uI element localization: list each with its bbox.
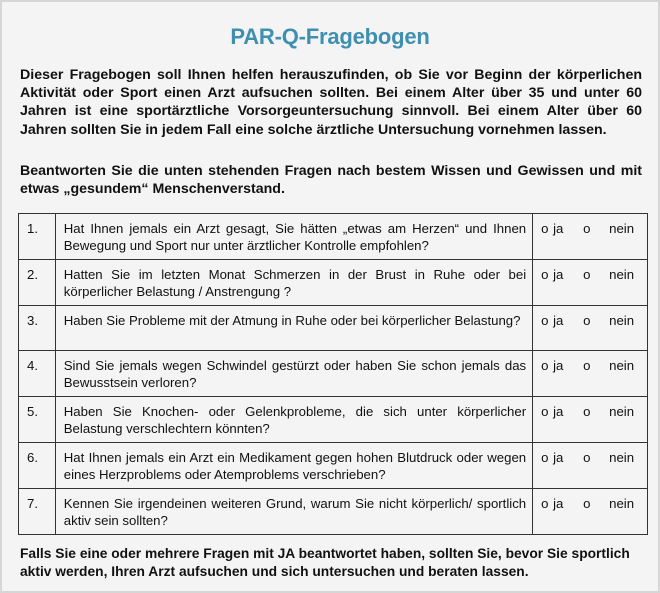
question-number: 2. [19,260,56,306]
question-row [19,443,648,489]
answer-cell [533,443,648,489]
no-option[interactable] [583,450,634,467]
yes-label: ja [553,267,564,282]
yes-radio-icon[interactable]: o [541,313,549,328]
no-label: nein [609,313,635,328]
no-option[interactable] [583,313,634,330]
no-radio-icon[interactable]: o [583,404,591,419]
yes-label: ja [553,404,564,419]
no-label: nein [609,358,635,373]
no-radio-icon[interactable]: o [583,267,591,282]
question-text: Hat Ihnen jemals ein Arzt gesagt, Sie hätten „etwas am Herzen“ und Ihnen Bewegung und Sport nur unter ärztlicher Kontrolle empfohlen? [55,214,532,260]
no-option[interactable] [583,404,634,421]
question-row [19,489,648,535]
question-text: Haben Sie Probleme mit der Atmung in Ruhe oder bei körperlicher Belastung? [55,306,532,351]
yes-option[interactable] [541,496,583,513]
yes-option[interactable] [541,267,583,284]
question-number: 7. [19,489,56,535]
question-text: Sind Sie jemals wegen Schwindel gestürzt oder haben Sie schon jemals das Bewusstsein verloren? [55,351,532,397]
no-label: nein [609,496,635,511]
no-option[interactable] [583,267,634,284]
question-row [19,397,648,443]
question-number: 3. [19,306,56,351]
answer-cell [533,260,648,306]
instruction-paragraph: Beantworten Sie die unten stehenden Fragen nach bestem Wissen und Gewissen und mit etwas „gesundem“ Menschenverstand. [20,163,642,198]
answer-cell [533,351,648,397]
yes-radio-icon[interactable]: o [541,358,549,373]
yes-label: ja [553,450,564,465]
yes-label: ja [553,313,564,328]
no-label: nein [609,450,635,465]
no-option[interactable] [583,221,634,238]
question-text: Hatten Sie im letzten Monat Schmerzen in der Brust in Ruhe oder bei körperlicher Belastung / Anstrengung ? [55,260,532,306]
no-radio-icon[interactable]: o [583,496,591,511]
no-radio-icon[interactable]: o [583,313,591,328]
yes-option[interactable] [541,313,583,330]
yes-option[interactable] [541,450,583,467]
no-label: nein [609,221,635,236]
answer-cell [533,214,648,260]
question-row [19,306,648,351]
yes-radio-icon[interactable]: o [541,267,549,282]
yes-label: ja [553,221,564,236]
answer-cell [533,397,648,443]
no-label: nein [609,404,635,419]
yes-label: ja [553,496,564,511]
yes-option[interactable] [541,404,583,421]
no-option[interactable] [583,358,634,375]
question-number: 1. [19,214,56,260]
question-text: Hat Ihnen jemals ein Arzt ein Medikament gegen hohen Blutdruck oder wegen eines Herzproblems oder Atemproblems verschrieben? [55,443,532,489]
intro-paragraph: Dieser Fragebogen soll Ihnen helfen herauszufinden, ob Sie vor Beginn der körperlichen Aktivität oder Sport einen Arzt aufsuchen sollten. Bei einem Alter über 35 und unter 60 Jahren ist eine sportärztliche Vorsorgeuntersuchung sinnvoll. Bei einem Alter über 60 Jahren sollten Sie in jedem Fall eine solche ärztliche Untersuchung vornehmen lassen. [20,67,642,138]
question-number: 5. [19,397,56,443]
document-title: PAR-Q-Fragebogen [230,24,430,49]
no-radio-icon[interactable]: o [583,450,591,465]
yes-label: ja [553,358,564,373]
questions-table [18,213,648,535]
answer-cell [533,306,648,351]
closing-paragraph: Falls Sie eine oder mehrere Fragen mit JA beantwortet haben, sollten Sie, bevor Sie sportlich aktiv werden, Ihren Arzt aufsuchen und sich untersuchen und beraten lassen. [20,546,630,579]
question-text: Haben Sie Knochen- oder Gelenkprobleme, die sich unter körperlicher Belastung verschlechtern könnten? [55,397,532,443]
question-number: 4. [19,351,56,397]
no-option[interactable] [583,496,634,513]
no-radio-icon[interactable]: o [583,358,591,373]
question-row [19,351,648,397]
question-row [19,214,648,260]
yes-radio-icon[interactable]: o [541,496,549,511]
yes-radio-icon[interactable]: o [541,221,549,236]
answer-cell [533,489,648,535]
question-row [19,260,648,306]
no-label: nein [609,267,635,282]
yes-radio-icon[interactable]: o [541,450,549,465]
yes-radio-icon[interactable]: o [541,404,549,419]
question-text: Kennen Sie irgendeinen weiteren Grund, warum Sie nicht körperlich/ sportlich aktiv sein sollten? [55,489,532,535]
yes-option[interactable] [541,358,583,375]
no-radio-icon[interactable]: o [583,221,591,236]
yes-option[interactable] [541,221,583,238]
question-number: 6. [19,443,56,489]
